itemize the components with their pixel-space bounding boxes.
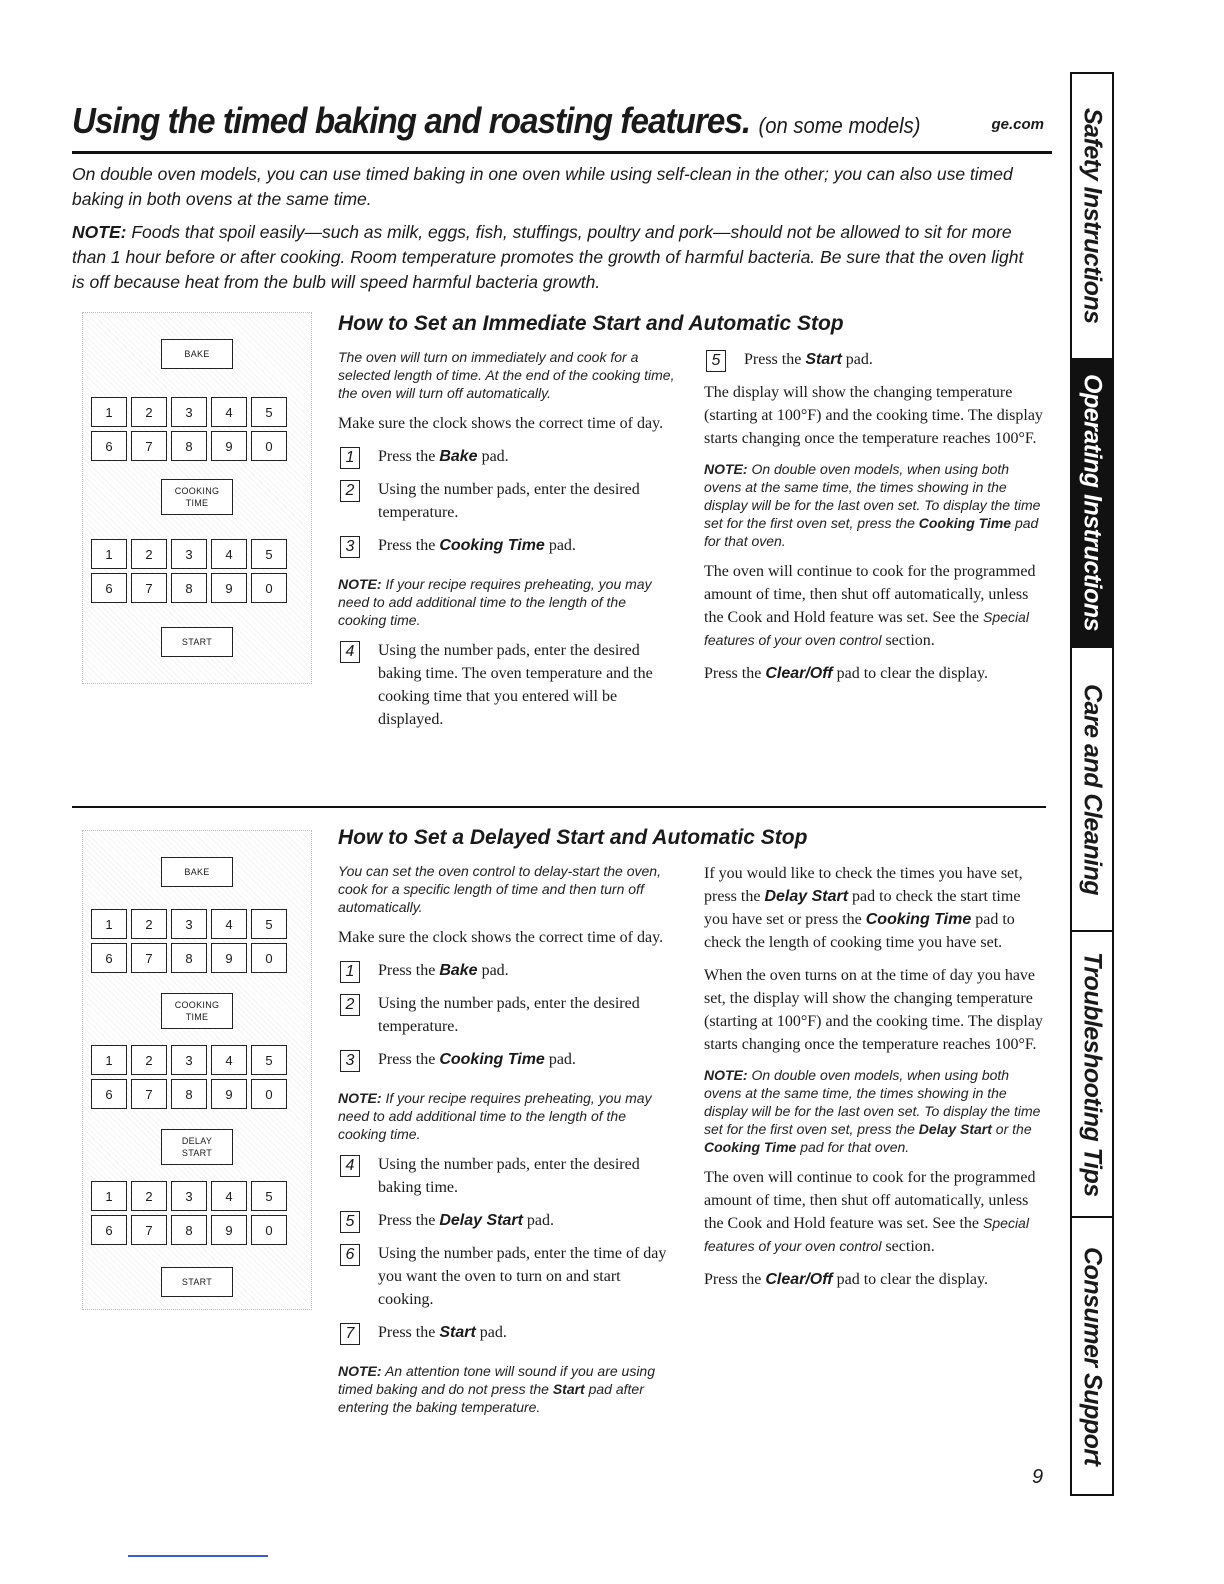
- number-key: 8: [171, 573, 207, 603]
- step: 1 Press the Bake pad.: [338, 959, 678, 982]
- number-key: 5: [251, 909, 287, 939]
- number-pad-row: [91, 943, 287, 973]
- number-pad-row: [91, 1079, 287, 1109]
- when-oven-turns-on-text: When the oven turns on at the time of day you have set, the display will show the changing temperature (starting at 100°F) and the cooking time. The display starts changing once the temperature reaches 100°F.: [704, 967, 1043, 1053]
- number-pad-row: [91, 1215, 287, 1245]
- number-key: 2: [131, 397, 167, 427]
- section-title-delayed: How to Set a Delayed Start and Automatic Stop: [338, 826, 808, 849]
- number-key: 9: [211, 1215, 247, 1245]
- number-key: 1: [91, 1181, 127, 1211]
- number-pad-row: [91, 397, 287, 427]
- intro: [72, 162, 1032, 303]
- number-key: 9: [211, 943, 247, 973]
- number-key: 6: [91, 573, 127, 603]
- number-key: 4: [211, 1045, 247, 1075]
- tab-care-and-cleaning[interactable]: Care and Cleaning: [1072, 648, 1112, 932]
- number-key: 4: [211, 539, 247, 569]
- number-key: 1: [91, 397, 127, 427]
- number-key: 5: [251, 1181, 287, 1211]
- number-key: 9: [211, 431, 247, 461]
- number-key: 0: [251, 431, 287, 461]
- number-pad-row: [91, 1181, 287, 1211]
- section1-right-column: [704, 348, 1044, 695]
- number-key: 3: [171, 1045, 207, 1075]
- number-key: 8: [171, 1079, 207, 1109]
- step: 5 Press the Delay Start pad.: [338, 1209, 678, 1232]
- cooking-time-pad: COOKING TIME: [161, 479, 233, 515]
- number-key: 0: [251, 573, 287, 603]
- section-divider: [72, 806, 1046, 808]
- intro-note: NOTE: Foods that spoil easily—such as milk, eggs, fish, stuffings, poultry and pork—should not be allowed to sit for more than 1 hour before or after cooking. Room temperature promotes the growth of harmful bacteria. Be sure that the oven light is off because heat from the bulb will speed harmful bacteria growth.: [72, 222, 1024, 292]
- number-key: 7: [131, 431, 167, 461]
- number-key: 0: [251, 1079, 287, 1109]
- cooking-time-pad: COOKING TIME: [161, 993, 233, 1029]
- clock-instruction: Make sure the clock shows the correct time of day.: [338, 929, 664, 946]
- step: 2 Using the number pads, enter the desired temperature.: [338, 478, 678, 524]
- number-key: 3: [171, 539, 207, 569]
- display-description: The display will show the changing temperature (starting at 100°F) and the cooking time. The display starts changing once the temperature reaches 100°F.: [704, 384, 1043, 447]
- step: 2 Using the number pads, enter the desired temperature.: [338, 992, 678, 1038]
- section2-right-column: [704, 862, 1044, 1301]
- number-key: 6: [91, 1215, 127, 1245]
- double-oven-note: NOTE: On double oven models, when using both ovens at the same time, the times showing in the display will be for the last oven set. To display the time set for the first oven set, press the Delay Start or the Cooking Time pad for that oven.: [704, 1067, 1041, 1155]
- number-key: 0: [251, 943, 287, 973]
- section1-intro: The oven will turn on immediately and cook for a selected length of time. At the end of the cooking time, the oven will turn off automatically.: [338, 349, 675, 401]
- number-key: 4: [211, 397, 247, 427]
- section2-intro: You can set the oven control to delay-start the oven, cook for a specific length of time and then turn off automatically.: [338, 863, 661, 915]
- step: 1 Press the Bake pad.: [338, 445, 678, 468]
- number-key: 8: [171, 431, 207, 461]
- number-key: 3: [171, 397, 207, 427]
- number-key: 6: [91, 431, 127, 461]
- number-key: 2: [131, 909, 167, 939]
- page-number: 9: [1032, 1466, 1044, 1488]
- step: 4 Using the number pads, enter the desired baking time.: [338, 1153, 678, 1199]
- double-oven-note: NOTE: On double oven models, when using both ovens at the same time, the times showing in the display will be for the last oven set. To display the time set for the first oven set, press the Cooking Time pad for that oven.: [704, 461, 1041, 549]
- site-label: ge.com: [991, 116, 1044, 133]
- step: 4 Using the number pads, enter the desired baking time. The oven temperature and the cooking time that you entered will be displayed.: [338, 639, 678, 731]
- step: 5 Press the Start pad.: [704, 348, 1044, 371]
- clear-text: Press the Clear/Off pad to clear the display.: [704, 665, 988, 682]
- bottom-rule: [128, 1555, 268, 1557]
- tab-safety-instructions[interactable]: Safety Instructions: [1072, 74, 1112, 360]
- bake-pad: BAKE: [161, 857, 233, 887]
- tab-operating-instructions[interactable]: Operating Instructions: [1072, 360, 1112, 648]
- tab-troubleshooting-tips[interactable]: Troubleshooting Tips: [1072, 932, 1112, 1218]
- continue-text: The oven will continue to cook for the programmed amount of time, then shut off automatically, unless the Cook and Hold feature was set. See the Special features of your oven control section.: [704, 1169, 1036, 1255]
- section-title-immediate: How to Set an Immediate Start and Automatic Stop: [338, 312, 844, 335]
- bake-pad: BAKE: [161, 339, 233, 369]
- number-key: 1: [91, 539, 127, 569]
- section-tabs: [1070, 72, 1114, 1496]
- number-key: 3: [171, 909, 207, 939]
- number-pad-row: [91, 539, 287, 569]
- check-times-text: If you would like to check the times you have set, press the Delay Start pad to check the start time you have set or press the Cooking Time pad to check the length of cooking time you have set.: [704, 865, 1023, 951]
- delay-start-pad: DELAY START: [161, 1129, 233, 1165]
- page-title: Using the timed baking and roasting features. (on some models): [72, 100, 921, 141]
- number-key: 8: [171, 943, 207, 973]
- preheat-note: NOTE: If your recipe requires preheating, you may need to add additional time to the length of the cooking time.: [338, 576, 652, 628]
- step: 6 Using the number pads, enter the time of day you want the oven to turn on and start cooking.: [338, 1242, 678, 1311]
- number-pad-row: [91, 431, 287, 461]
- number-key: 9: [211, 1079, 247, 1109]
- continue-text: The oven will continue to cook for the programmed amount of time, then shut off automatically, unless the Cook and Hold feature was set. See the Special features of your oven control section.: [704, 563, 1036, 649]
- step: 3 Press the Cooking Time pad.: [338, 534, 678, 557]
- number-key: 9: [211, 573, 247, 603]
- number-key: 1: [91, 909, 127, 939]
- number-key: 1: [91, 1045, 127, 1075]
- number-pad-row: [91, 573, 287, 603]
- number-key: 0: [251, 1215, 287, 1245]
- attention-tone-note: NOTE: An attention tone will sound if you are using timed baking and do not press the Start pad after entering the baking temperature.: [338, 1363, 655, 1415]
- clear-text: Press the Clear/Off pad to clear the display.: [704, 1271, 988, 1288]
- start-pad: START: [161, 627, 233, 657]
- preheat-note: NOTE: If your recipe requires preheating, you may need to add additional time to the length of the cooking time.: [338, 1090, 652, 1142]
- number-key: 4: [211, 909, 247, 939]
- number-key: 3: [171, 1181, 207, 1211]
- number-key: 7: [131, 573, 167, 603]
- number-key: 2: [131, 1045, 167, 1075]
- number-key: 6: [91, 1079, 127, 1109]
- number-key: 5: [251, 539, 287, 569]
- number-key: 6: [91, 943, 127, 973]
- number-key: 5: [251, 1045, 287, 1075]
- intro-paragraph: On double oven models, you can use timed baking in one oven while using self-clean in the other; you can also use timed baking in both ovens at the same time.: [72, 164, 1013, 209]
- section1-left-column: [338, 348, 678, 741]
- keypad-illustration-immediate: [82, 312, 312, 684]
- number-key: 7: [131, 943, 167, 973]
- step: 7 Press the Start pad.: [338, 1321, 678, 1344]
- keypad-illustration-delayed: [82, 830, 312, 1310]
- clock-instruction: Make sure the clock shows the correct time of day.: [338, 415, 664, 432]
- tab-consumer-support[interactable]: Consumer Support: [1078, 1246, 1107, 1466]
- page-header: [72, 100, 1052, 154]
- step: 3 Press the Cooking Time pad.: [338, 1048, 678, 1071]
- number-key: 8: [171, 1215, 207, 1245]
- number-pad-row: [91, 909, 287, 939]
- models-note: (on some models): [758, 113, 921, 138]
- number-key: 7: [131, 1079, 167, 1109]
- start-pad: START: [161, 1267, 233, 1297]
- number-key: 5: [251, 397, 287, 427]
- section2-left-column: [338, 862, 678, 1426]
- number-key: 2: [131, 539, 167, 569]
- number-key: 2: [131, 1181, 167, 1211]
- number-pad-row: [91, 1045, 287, 1075]
- number-key: 4: [211, 1181, 247, 1211]
- number-key: 7: [131, 1215, 167, 1245]
